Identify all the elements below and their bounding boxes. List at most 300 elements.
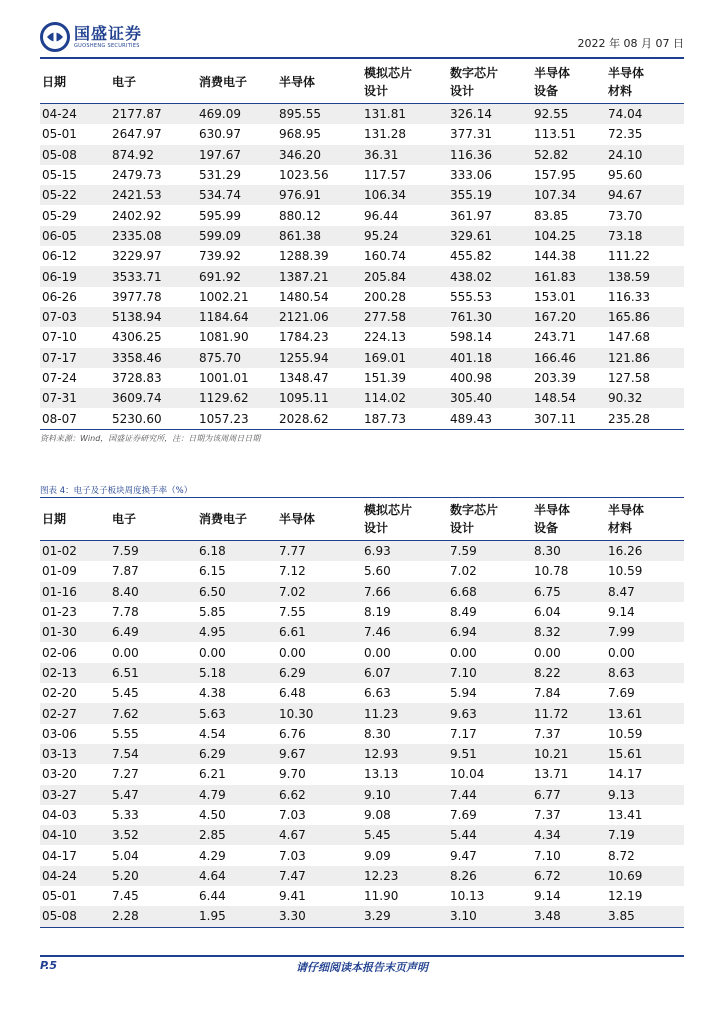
value-cell: 2028.62 [277,408,362,429]
value-cell: 438.02 [448,266,532,286]
source-note: 资料来源：Wind，国盛证券研究所，注：日期为该周周日日期 [40,434,261,443]
column-header: 半导体 设备 [534,66,571,98]
value-cell: 111.22 [606,246,684,266]
value-cell: 8.72 [606,845,684,865]
date-cell: 06-26 [40,287,110,307]
value-cell: 7.99 [606,622,684,642]
value-cell: 121.86 [606,348,684,368]
column-header: 消费电子 [199,512,248,526]
table-row [40,561,684,581]
value-cell: 8.22 [532,663,606,683]
value-cell: 7.10 [532,845,606,865]
value-cell: 10.78 [532,561,606,581]
table-row [40,408,684,429]
value-cell: 2.28 [110,906,197,927]
value-cell: 346.20 [277,145,362,165]
date-cell: 05-08 [40,145,110,165]
value-cell: 691.92 [197,266,277,286]
value-cell: 7.62 [110,703,197,723]
value-cell: 12.23 [362,866,448,886]
table-row [40,246,684,266]
value-cell: 595.99 [197,205,277,225]
table-row [40,104,684,125]
company-logo-icon [40,22,70,52]
value-cell: 12.93 [362,744,448,764]
value-cell: 555.53 [448,287,532,307]
company-logo [40,22,142,52]
value-cell: 7.02 [277,582,362,602]
value-cell: 0.00 [197,642,277,662]
header-divider [40,57,684,59]
value-cell: 116.36 [448,145,532,165]
value-cell: 2121.06 [277,307,362,327]
value-cell: 1081.90 [197,327,277,347]
date-cell: 07-17 [40,348,110,368]
value-cell: 203.39 [532,368,606,388]
date-cell: 02-20 [40,683,110,703]
value-cell: 4.95 [197,622,277,642]
value-cell: 13.13 [362,764,448,784]
value-cell: 1184.64 [197,307,277,327]
value-cell: 7.55 [277,602,362,622]
value-cell: 127.58 [606,368,684,388]
value-cell: 200.28 [362,287,448,307]
value-cell: 6.48 [277,683,362,703]
value-cell: 9.10 [362,785,448,805]
value-cell: 95.60 [606,165,684,185]
value-cell: 6.51 [110,663,197,683]
value-cell: 5.60 [362,561,448,581]
value-cell: 329.61 [448,226,532,246]
date-cell: 05-08 [40,906,110,927]
value-cell: 92.55 [532,104,606,125]
value-cell: 6.29 [277,663,362,683]
value-cell: 15.61 [606,744,684,764]
value-cell: 1480.54 [277,287,362,307]
table-row [40,348,684,368]
value-cell: 4.29 [197,845,277,865]
value-cell: 277.58 [362,307,448,327]
date-cell: 03-27 [40,785,110,805]
value-cell: 3.10 [448,906,532,927]
value-cell: 8.26 [448,866,532,886]
value-cell: 10.21 [532,744,606,764]
value-cell: 3229.97 [110,246,197,266]
value-cell: 7.46 [362,622,448,642]
value-cell: 157.95 [532,165,606,185]
value-cell: 1057.23 [197,408,277,429]
value-cell: 131.81 [362,104,448,125]
value-cell: 9.41 [277,886,362,906]
value-cell: 0.00 [532,642,606,662]
value-cell: 7.27 [110,764,197,784]
value-cell: 5.85 [197,602,277,622]
table-row [40,307,684,327]
table-row [40,185,684,205]
value-cell: 7.02 [448,561,532,581]
date-cell: 02-13 [40,663,110,683]
value-cell: 6.76 [277,724,362,744]
date-cell: 06-05 [40,226,110,246]
value-cell: 5.18 [197,663,277,683]
value-cell: 90.32 [606,388,684,408]
value-cell: 104.25 [532,226,606,246]
value-cell: 6.18 [197,541,277,562]
column-header: 模拟芯片 设计 [364,503,413,535]
value-cell: 355.19 [448,185,532,205]
table-header-row [40,61,684,104]
table-row [40,703,684,723]
value-cell: 52.82 [532,145,606,165]
value-cell: 326.14 [448,104,532,125]
chart-caption: 图表 4：电子及子板块周度换手率（%） [40,486,193,496]
value-cell: 4.54 [197,724,277,744]
page-number: P.5 [40,959,58,972]
value-cell: 761.30 [448,307,532,327]
value-cell: 147.68 [606,327,684,347]
table-row [40,683,684,703]
table-row [40,622,684,642]
table-row [40,205,684,225]
value-cell: 6.93 [362,541,448,562]
value-cell: 7.03 [277,805,362,825]
value-cell: 895.55 [277,104,362,125]
value-cell: 333.06 [448,165,532,185]
report-date: 2022 年 08 月 07 日 [577,37,684,50]
value-cell: 4.64 [197,866,277,886]
value-cell: 1129.62 [197,388,277,408]
value-cell: 160.74 [362,246,448,266]
value-cell: 24.10 [606,145,684,165]
value-cell: 469.09 [197,104,277,125]
company-name-en: GUOSHENG SECURITIES [74,42,140,49]
value-cell: 1288.39 [277,246,362,266]
value-cell: 197.67 [197,145,277,165]
value-cell: 0.00 [110,642,197,662]
value-cell: 3533.71 [110,266,197,286]
column-header: 数字芯片 设计 [450,66,499,98]
value-cell: 6.77 [532,785,606,805]
date-cell: 05-01 [40,124,110,144]
date-cell: 07-31 [40,388,110,408]
value-cell: 73.18 [606,226,684,246]
value-cell: 7.19 [606,825,684,845]
value-cell: 165.86 [606,307,684,327]
date-cell: 06-12 [40,246,110,266]
value-cell: 106.34 [362,185,448,205]
column-header: 半导体 设备 [534,503,571,535]
value-cell: 4.34 [532,825,606,845]
value-cell: 2.85 [197,825,277,845]
value-cell: 8.30 [362,724,448,744]
value-cell: 5.45 [362,825,448,845]
value-cell: 3977.78 [110,287,197,307]
value-cell: 9.14 [532,886,606,906]
page-header [40,18,684,56]
value-cell: 7.37 [532,805,606,825]
date-cell: 02-06 [40,642,110,662]
table-row [40,602,684,622]
date-cell: 02-27 [40,703,110,723]
value-cell: 10.13 [448,886,532,906]
value-cell: 5.44 [448,825,532,845]
value-cell: 7.37 [532,724,606,744]
value-cell: 144.38 [532,246,606,266]
value-cell: 5.47 [110,785,197,805]
value-cell: 3.48 [532,906,606,927]
value-cell: 307.11 [532,408,606,429]
value-cell: 8.32 [532,622,606,642]
value-cell: 5230.60 [110,408,197,429]
date-cell: 05-01 [40,886,110,906]
table-row [40,764,684,784]
value-cell: 3728.83 [110,368,197,388]
value-cell: 3.52 [110,825,197,845]
value-cell: 4306.25 [110,327,197,347]
date-cell: 05-22 [40,185,110,205]
column-header: 数字芯片 设计 [450,503,499,535]
value-cell: 12.19 [606,886,684,906]
value-cell: 5.04 [110,845,197,865]
value-cell: 11.90 [362,886,448,906]
value-cell: 1387.21 [277,266,362,286]
value-cell: 5.55 [110,724,197,744]
table-row [40,845,684,865]
value-cell: 7.77 [277,541,362,562]
value-cell: 166.46 [532,348,606,368]
date-cell: 01-09 [40,561,110,581]
value-cell: 10.59 [606,561,684,581]
value-cell: 7.59 [110,541,197,562]
value-cell: 489.43 [448,408,532,429]
value-cell: 6.75 [532,582,606,602]
value-cell: 5.20 [110,866,197,886]
table-row [40,226,684,246]
value-cell: 4.50 [197,805,277,825]
value-cell: 7.45 [110,886,197,906]
value-cell: 10.04 [448,764,532,784]
company-name-cn: 国盛证券 [74,23,143,43]
value-cell: 113.51 [532,124,606,144]
value-cell: 455.82 [448,246,532,266]
table-row [40,582,684,602]
value-cell: 7.44 [448,785,532,805]
value-cell: 6.29 [197,744,277,764]
table-row [40,368,684,388]
value-cell: 6.07 [362,663,448,683]
table-row [40,724,684,744]
value-cell: 1001.01 [197,368,277,388]
date-cell: 03-20 [40,764,110,784]
value-cell: 7.17 [448,724,532,744]
value-cell: 8.47 [606,582,684,602]
date-cell: 07-24 [40,368,110,388]
value-cell: 131.28 [362,124,448,144]
value-cell: 8.19 [362,602,448,622]
value-cell: 968.95 [277,124,362,144]
date-cell: 03-13 [40,744,110,764]
value-cell: 599.09 [197,226,277,246]
value-cell: 7.84 [532,683,606,703]
value-cell: 153.01 [532,287,606,307]
value-cell: 4.38 [197,683,277,703]
table-row [40,906,684,927]
value-cell: 116.33 [606,287,684,307]
value-cell: 7.10 [448,663,532,683]
table-row [40,266,684,286]
value-cell: 6.15 [197,561,277,581]
value-cell: 3358.46 [110,348,197,368]
date-cell: 01-16 [40,582,110,602]
date-cell: 03-06 [40,724,110,744]
volume-table [40,61,684,430]
value-cell: 11.72 [532,703,606,723]
value-cell: 0.00 [606,642,684,662]
value-cell: 2647.97 [110,124,197,144]
date-cell: 05-15 [40,165,110,185]
column-header: 消费电子 [199,75,248,89]
value-cell: 630.97 [197,124,277,144]
value-cell: 6.49 [110,622,197,642]
value-cell: 861.38 [277,226,362,246]
table-row [40,825,684,845]
value-cell: 114.02 [362,388,448,408]
value-cell: 16.26 [606,541,684,562]
value-cell: 117.57 [362,165,448,185]
date-cell: 01-23 [40,602,110,622]
value-cell: 400.98 [448,368,532,388]
value-cell: 1255.94 [277,348,362,368]
table-row [40,642,684,662]
table-row [40,663,684,683]
value-cell: 361.97 [448,205,532,225]
value-cell: 2402.92 [110,205,197,225]
value-cell: 243.71 [532,327,606,347]
date-cell: 05-29 [40,205,110,225]
value-cell: 9.51 [448,744,532,764]
value-cell: 36.31 [362,145,448,165]
column-header: 半导体 [279,512,316,526]
value-cell: 13.41 [606,805,684,825]
date-cell: 01-02 [40,541,110,562]
value-cell: 1095.11 [277,388,362,408]
value-cell: 6.68 [448,582,532,602]
value-cell: 1.95 [197,906,277,927]
value-cell: 2177.87 [110,104,197,125]
value-cell: 6.63 [362,683,448,703]
value-cell: 151.39 [362,368,448,388]
column-header: 半导体 材料 [608,503,645,535]
value-cell: 5.94 [448,683,532,703]
value-cell: 6.44 [197,886,277,906]
date-cell: 01-30 [40,622,110,642]
value-cell: 6.61 [277,622,362,642]
value-cell: 96.44 [362,205,448,225]
table-row [40,744,684,764]
value-cell: 3.85 [606,906,684,927]
value-cell: 235.28 [606,408,684,429]
value-cell: 880.12 [277,205,362,225]
column-header: 电子 [112,512,137,526]
value-cell: 14.17 [606,764,684,784]
value-cell: 205.84 [362,266,448,286]
date-cell: 04-03 [40,805,110,825]
table-row [40,388,684,408]
column-header: 电子 [112,75,137,89]
table-row [40,124,684,144]
table-row [40,165,684,185]
value-cell: 9.63 [448,703,532,723]
value-cell: 401.18 [448,348,532,368]
date-cell: 04-10 [40,825,110,845]
value-cell: 2479.73 [110,165,197,185]
value-cell: 167.20 [532,307,606,327]
table-row [40,785,684,805]
value-cell: 7.47 [277,866,362,886]
value-cell: 72.35 [606,124,684,144]
value-cell: 161.83 [532,266,606,286]
value-cell: 305.40 [448,388,532,408]
value-cell: 976.91 [277,185,362,205]
value-cell: 6.50 [197,582,277,602]
value-cell: 5138.94 [110,307,197,327]
date-cell: 08-07 [40,408,110,429]
value-cell: 531.29 [197,165,277,185]
value-cell: 2335.08 [110,226,197,246]
value-cell: 8.40 [110,582,197,602]
value-cell: 169.01 [362,348,448,368]
value-cell: 7.59 [448,541,532,562]
value-cell: 739.92 [197,246,277,266]
table-row [40,866,684,886]
value-cell: 73.70 [606,205,684,225]
table-row [40,805,684,825]
value-cell: 7.78 [110,602,197,622]
value-cell: 5.63 [197,703,277,723]
column-header: 半导体 [279,75,316,89]
value-cell: 1784.23 [277,327,362,347]
value-cell: 7.03 [277,845,362,865]
date-cell: 04-24 [40,866,110,886]
value-cell: 224.13 [362,327,448,347]
value-cell: 7.54 [110,744,197,764]
value-cell: 7.69 [606,683,684,703]
value-cell: 874.92 [110,145,197,165]
value-cell: 6.72 [532,866,606,886]
value-cell: 6.94 [448,622,532,642]
value-cell: 9.47 [448,845,532,865]
value-cell: 1348.47 [277,368,362,388]
value-cell: 10.69 [606,866,684,886]
date-cell: 07-03 [40,307,110,327]
value-cell: 138.59 [606,266,684,286]
column-header: 日期 [42,75,67,89]
value-cell: 6.04 [532,602,606,622]
value-cell: 11.23 [362,703,448,723]
value-cell: 3.30 [277,906,362,927]
value-cell: 9.14 [606,602,684,622]
value-cell: 187.73 [362,408,448,429]
value-cell: 534.74 [197,185,277,205]
date-cell: 07-10 [40,327,110,347]
value-cell: 5.45 [110,683,197,703]
value-cell: 4.67 [277,825,362,845]
value-cell: 8.49 [448,602,532,622]
value-cell: 1002.21 [197,287,277,307]
value-cell: 8.63 [606,663,684,683]
value-cell: 8.30 [532,541,606,562]
value-cell: 107.34 [532,185,606,205]
